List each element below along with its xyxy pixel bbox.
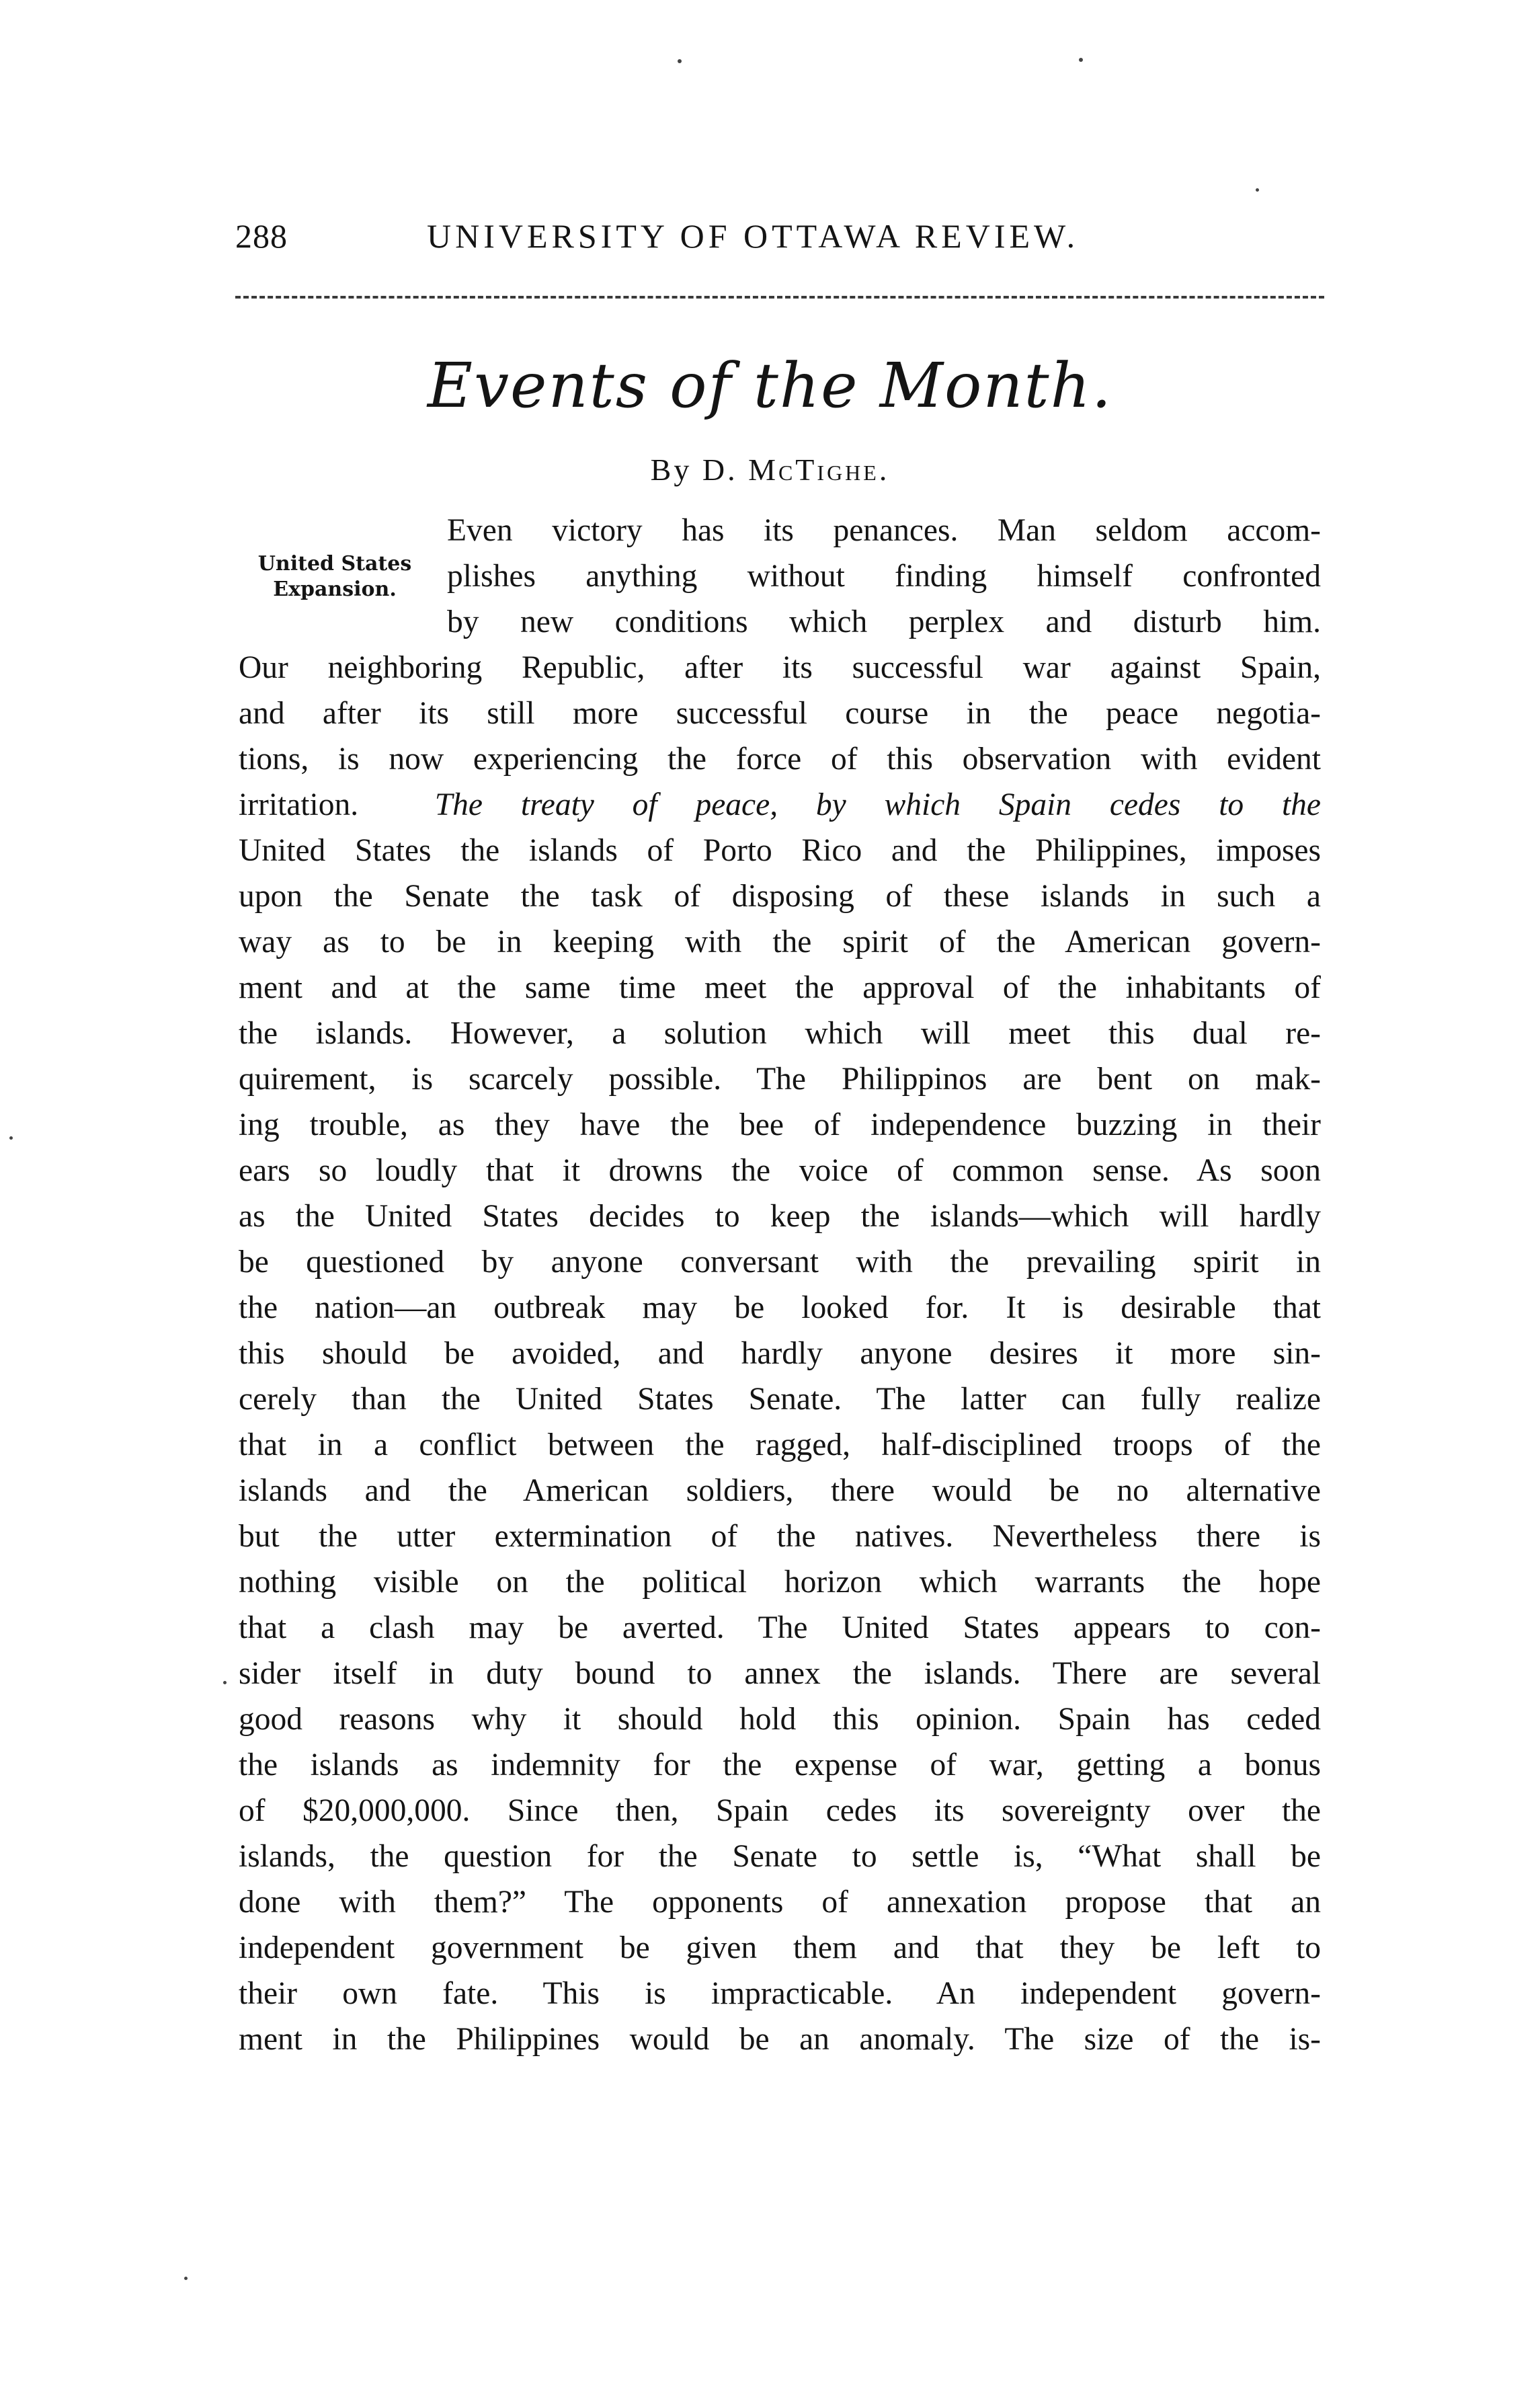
scan-speck bbox=[678, 59, 682, 63]
body-line: cerely than the United States Senate. The latter can fully realize bbox=[239, 1382, 1321, 1417]
body-line: islands, the question for the Senate to settle is, “What shall be bbox=[239, 1839, 1321, 1874]
body-line: ment and at the same time meet the approval of the inhabitants of bbox=[239, 970, 1321, 1005]
margin-note-line-1: United States bbox=[257, 552, 412, 576]
page-number: 288 bbox=[235, 217, 288, 255]
body-line-with-italic bbox=[239, 782, 1321, 828]
body-line: ment in the Philippines would be an anomaly. The size of the is- bbox=[239, 2022, 1321, 2057]
scan-speck bbox=[1256, 188, 1259, 192]
byline-prefix: By bbox=[650, 453, 692, 487]
body-line: their own fate. This is impracticable. An independent govern- bbox=[239, 1976, 1321, 2011]
byline-author: D. McTighe. bbox=[702, 453, 890, 487]
scan-speck bbox=[1079, 58, 1083, 62]
body-line: tions, is now experiencing the force of this observation with evident bbox=[239, 742, 1321, 777]
body-line: of $20,000,000. Since then, Spain cedes its sovereignty over the bbox=[239, 1793, 1321, 1828]
body-line: but the utter extermination of the natives. Nevertheless there is bbox=[239, 1519, 1321, 1554]
body-line: ears so loudly that it drowns the voice of common sense. As soon bbox=[239, 1153, 1321, 1188]
body-line: quirement, is scarcely possible. The Philippinos are bent on mak- bbox=[239, 1062, 1321, 1097]
body-line: Our neighboring Republic, after its successful war against Spain, bbox=[239, 650, 1321, 685]
scan-speck bbox=[9, 1136, 13, 1140]
margin-note-line-2: Expansion. bbox=[273, 578, 397, 601]
article-body bbox=[239, 508, 1321, 2062]
body-line: upon the Senate the task of disposing of these islands in such a bbox=[239, 879, 1321, 914]
section-title: Events of the Month. bbox=[427, 350, 1113, 422]
body-line: and after its still more successful course in the peace negotia- bbox=[239, 696, 1321, 731]
body-line: by new conditions which perplex and disturb him. bbox=[447, 604, 1321, 639]
body-line: good reasons why it should hold this opinion. Spain has ceded bbox=[239, 1702, 1321, 1737]
body-line: this should be avoided, and hardly anyone desires it more sin- bbox=[239, 1336, 1321, 1371]
body-line-italic-segment: The treaty of peace, by which Spain cedes to the bbox=[434, 787, 1321, 822]
body-line: done with them?” The opponents of annexation propose that an bbox=[239, 1885, 1321, 1920]
scan-speck bbox=[223, 1681, 227, 1684]
running-header bbox=[235, 217, 1311, 277]
body-line: islands and the American soldiers, there would be no alternative bbox=[239, 1473, 1321, 1508]
byline bbox=[0, 452, 1540, 487]
scan-speck bbox=[184, 2277, 188, 2280]
body-line: the islands as indemnity for the expense of war, getting a bonus bbox=[239, 1748, 1321, 1782]
body-line: Even victory has its penances. Man seldom accom- bbox=[447, 513, 1321, 548]
body-line: the islands. However, a solution which will meet this dual re- bbox=[239, 1016, 1321, 1051]
journal-title: UNIVERSITY OF OTTAWA REVIEW. bbox=[427, 217, 1080, 255]
body-line: as the United States decides to keep the islands—which will hardly bbox=[239, 1199, 1321, 1234]
body-line: independent government be given them and that they be left to bbox=[239, 1930, 1321, 1965]
body-line: way as to be in keeping with the spirit of the American govern- bbox=[239, 925, 1321, 959]
body-line: that in a conflict between the ragged, half-disciplined troops of the bbox=[239, 1427, 1321, 1462]
body-line: ing trouble, as they have the bee of independence buzzing in their bbox=[239, 1107, 1321, 1142]
body-line-segment: irritation. bbox=[239, 787, 359, 822]
body-line: the nation—an outbreak may be looked for. It is desirable that bbox=[239, 1290, 1321, 1325]
header-divider bbox=[235, 296, 1324, 299]
body-line: be questioned by anyone conversant with the prevailing spirit in bbox=[239, 1245, 1321, 1280]
body-line: sider itself in duty bound to annex the islands. There are several bbox=[239, 1656, 1321, 1691]
body-line: that a clash may be averted. The United States appears to con- bbox=[239, 1610, 1321, 1645]
body-line: plishes anything without finding himself confronted bbox=[447, 559, 1321, 594]
body-line: United States the islands of Porto Rico and the Philippines, imposes bbox=[239, 833, 1321, 868]
body-line: nothing visible on the political horizon which warrants the hope bbox=[239, 1565, 1321, 1600]
